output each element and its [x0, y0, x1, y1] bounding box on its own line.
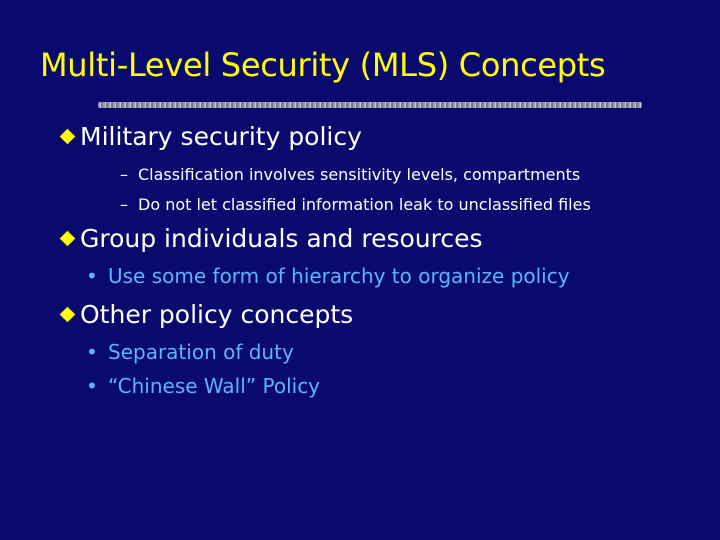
subitem-separation-of-duty: [86, 340, 294, 364]
subitem-classified-leak: [120, 195, 591, 214]
subitem-text: Classification involves sensitivity levels, compartments: [138, 165, 581, 184]
bullet-label: Other policy concepts: [80, 300, 354, 329]
bullet-group-individuals: [58, 224, 483, 253]
subitem-hierarchy: [86, 264, 570, 288]
bullet-other-policy-concepts: [58, 300, 353, 329]
bullet-label: Military security policy: [80, 122, 362, 151]
bullet-label: Group individuals and resources: [80, 224, 483, 253]
dot-marker: •: [86, 374, 98, 398]
dot-marker: •: [86, 264, 98, 288]
diamond-bullet-icon: [60, 307, 76, 323]
subitem-chinese-wall: [86, 374, 320, 398]
dash-marker: –: [120, 165, 128, 184]
title-divider: [98, 102, 642, 108]
subitem-text: Use some form of hierarchy to organize policy: [108, 264, 570, 288]
subitem-text: Do not let classified information leak to unclassified files: [138, 195, 591, 214]
bullet-military-security-policy: [58, 122, 362, 151]
dot-marker: •: [86, 340, 98, 364]
dash-marker: –: [120, 195, 128, 214]
subitem-text: Separation of duty: [108, 340, 294, 364]
slide-title: Multi-Level Security (MLS) Concepts: [40, 46, 606, 84]
diamond-bullet-icon: [60, 129, 76, 145]
subitem-text: “Chinese Wall” Policy: [108, 374, 321, 398]
diamond-bullet-icon: [60, 231, 76, 247]
subitem-classification: [120, 165, 580, 184]
